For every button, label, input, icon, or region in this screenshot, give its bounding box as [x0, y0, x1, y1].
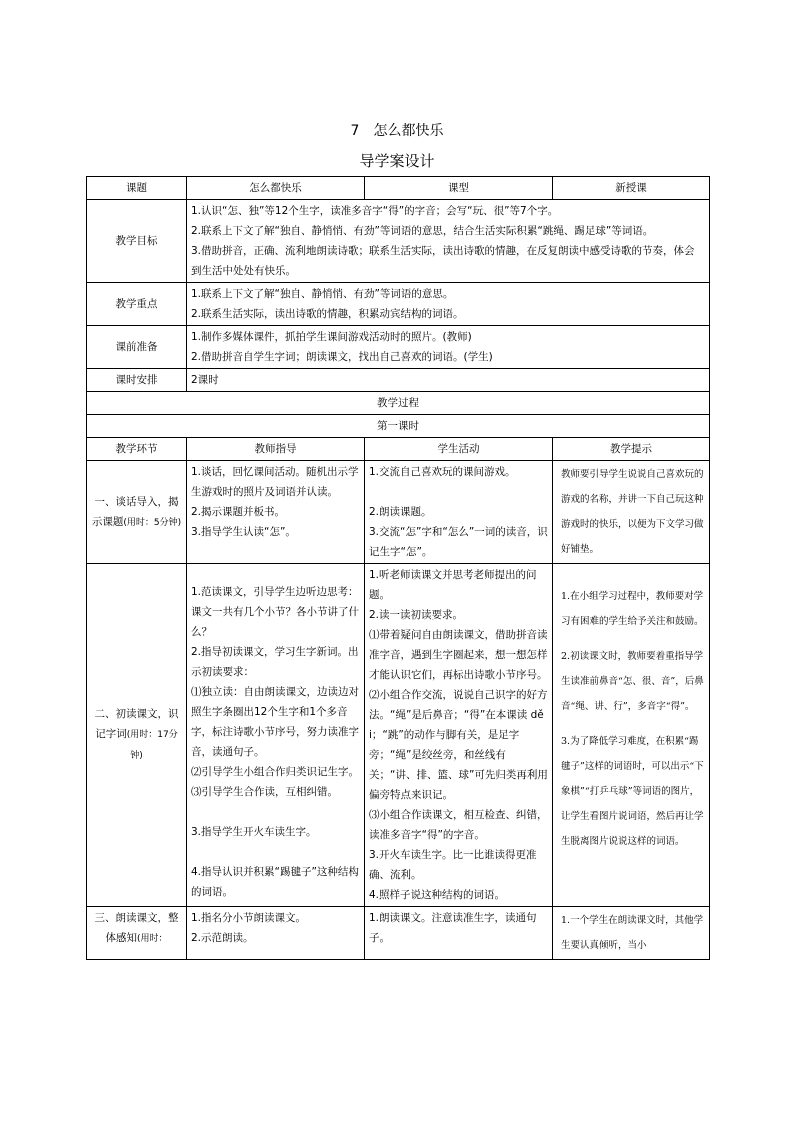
info-row-key: [87, 283, 710, 326]
stage-row-2: [87, 564, 710, 907]
hint-item: 教师要引导学生说说自己喜欢玩的游戏的名称，并讲一下自己玩这种游戏时的快乐，以便为下文学习做好铺垫。: [561, 469, 704, 555]
key-label: 教学重点: [87, 283, 187, 326]
stage-time: (用时：17分钟): [126, 730, 178, 761]
header-teacher: 教师指导: [187, 438, 365, 461]
stage-row-3: [87, 907, 710, 960]
student-item: ⑶小组合作读课文，相互检查、纠错，读准多音字“得”的字音。: [369, 809, 548, 841]
student-item: 2.朗读课题。: [369, 506, 432, 518]
teacher-cell: [187, 564, 365, 907]
teacher-item: 2.指导初读课文，学习生字新词。出示初读要求：: [191, 646, 359, 678]
header-student: 学生活动: [365, 438, 553, 461]
hint-cell: [553, 564, 710, 907]
goals-cell: [187, 200, 710, 283]
student-item: 1.朗读课文。注意读准生字，读通句子。: [369, 912, 537, 944]
lesson-plan-table: [86, 176, 710, 960]
hint-item: 3.为了降低学习难度，在积累“踢毽子”这样的词语时，可以出示“下象棋”“打乒乓球”等词语的图片，让学生看图片说词语，然后再让学生脱离图片说说这样的词语。: [561, 736, 704, 847]
prep-item: 2.借助拼音自学生字词；朗读课文，找出自己喜欢的词语。(学生): [191, 351, 493, 363]
stage-row-1: [87, 461, 710, 564]
teacher-item: 2.示范朗读。: [191, 932, 254, 944]
time-value: 2课时: [187, 369, 710, 392]
course-value: 怎么都快乐: [187, 177, 365, 200]
goals-label: 教学目标: [87, 200, 187, 283]
student-cell: [365, 907, 553, 960]
lesson-title: 7 怎么都快乐: [350, 123, 444, 139]
goal-item: 3.借助拼音，正确、流利地朗读诗歌；联系生活实际，读出诗歌的情趣，在反复朗读中感受诗歌的节奏，体会到生活中处处有快乐。: [191, 245, 695, 277]
teacher-item: 1.范读课文，引导学生边听边思考：课文一共有几个小节？各小节讲了什么？: [191, 586, 359, 638]
teacher-cell: [187, 907, 365, 960]
info-row-goals: [87, 200, 710, 283]
hint-cell: [553, 907, 710, 960]
header-stage: 教学环节: [87, 438, 187, 461]
header-hint: 教学提示: [553, 438, 710, 461]
hint-item: 2.初读课文时，教师要着重指导学生读准前鼻音“怎、很、音”，后鼻音“绳、讲、行”，多音字“得”。: [561, 651, 704, 712]
time-label: 课时安排: [87, 369, 187, 392]
goal-item: 2.联系上下文了解“独自、静悄悄、有劲”等词语的意思，结合生活实际积累“跳绳、踢足球”等词语。: [191, 225, 654, 237]
stage-cell: [87, 461, 187, 564]
teacher-item: 3.指导学生认读“怎”。: [191, 526, 296, 538]
teacher-cell: [187, 461, 365, 564]
student-cell: [365, 461, 553, 564]
student-item: 1.听老师读课文并思考老师提出的问题。: [369, 569, 537, 601]
stage-cell: [87, 564, 187, 907]
student-item: 1.交流自己喜欢玩的课间游戏。: [369, 466, 516, 478]
student-item: 2.读一读初读要求。: [369, 609, 464, 621]
student-item: ⑴带着疑问自由朗读课文，借助拼音读准字音，遇到生字圈起来，想一想怎样才能认识它们，再标出诗歌小节序号。: [369, 629, 548, 681]
teacher-item: 1.谈话，回忆课间活动。随机出示学生游戏时的照片及词语并认读。: [191, 466, 359, 498]
stage-cell: [87, 907, 187, 960]
stage-time: (用时：5分钟): [123, 517, 182, 528]
stage-name: 二、初读课文，识记字词: [94, 708, 179, 740]
lesson-row: [87, 415, 710, 438]
lesson-title-cell: 第一课时: [87, 415, 710, 438]
teacher-item: 2.揭示课题并板书。: [191, 506, 286, 518]
info-row-prep: [87, 326, 710, 369]
student-item: 4.照样子说这种结构的词语。: [369, 889, 506, 901]
student-cell: [365, 564, 553, 907]
key-item: 1.联系上下文了解“独自、静悄悄、有劲”等词语的意思。: [191, 288, 454, 300]
process-title: 教学过程: [87, 392, 710, 415]
key-cell: [187, 283, 710, 326]
teacher-item: 1.指名分小节朗读课文。: [191, 912, 307, 924]
info-row-course: [87, 177, 710, 200]
type-value: 新授课: [553, 177, 710, 200]
prep-cell: [187, 326, 710, 369]
teacher-item: ⑴独立读：自由朗读课文，边读边对照生字条圈出12个生字和1个多音字，标注诗歌小节序号，努力读准字音，读通句子。: [191, 686, 359, 758]
stage-time: (用时：: [136, 934, 168, 944]
hint-item: 1.在小组学习过程中，教师要对学习有困难的学生给予关注和鼓励。: [561, 591, 704, 627]
student-item: ⑵小组合作交流，说说自己识字的好方法。“绳”是后鼻音；“得”在本课读 děi；“跳”的动作与脚有关，是足字旁；“绳”是绞丝旁，和丝线有关；“讲、排、篮、球”可先归类再利用偏旁特点来识记。: [369, 689, 548, 801]
stage-name: 三、朗读课文，整体感知: [94, 912, 179, 944]
teacher-item: 4.指导认识并积累“踢毽子”这种结构的词语。: [191, 866, 359, 898]
goal-item: 1.认识“怎、独”等12个生字，读准多音字“得”的字音；会写“玩、很”等7个字。: [191, 205, 559, 217]
course-label: 课题: [87, 177, 187, 200]
document-subtitle: 导学案设计: [359, 152, 435, 170]
hint-item: 1.一个学生在朗读课文时，其他学生要认真倾听，当小: [561, 915, 704, 951]
process-header-row: [87, 438, 710, 461]
prep-item: 1.制作多媒体课件，抓拍学生课间游戏活动时的照片。(教师): [191, 331, 472, 343]
student-item: 3.开火车读生字。比一比谁读得更准确、流利。: [369, 849, 537, 881]
teacher-item: 3.指导学生开火车读生字。: [191, 826, 317, 838]
type-label: 课型: [365, 177, 553, 200]
teacher-item: ⑵引导学生小组合作归类识记生字。: [191, 766, 359, 778]
info-row-time: [87, 369, 710, 392]
hint-cell: [553, 461, 710, 564]
process-title-row: [87, 392, 710, 415]
prep-label: 课前准备: [87, 326, 187, 369]
key-item: 2.联系生活实际，读出诗歌的情趣，积累动宾结构的词语。: [191, 308, 464, 320]
student-item: 3.交流“怎”字和“怎么”一词的读音，识记生字“怎”。: [369, 526, 548, 558]
stage-name: 一、谈话导入，揭示课题: [91, 495, 179, 528]
teacher-item: ⑶引导学生合作读，互相纠错。: [191, 786, 338, 798]
